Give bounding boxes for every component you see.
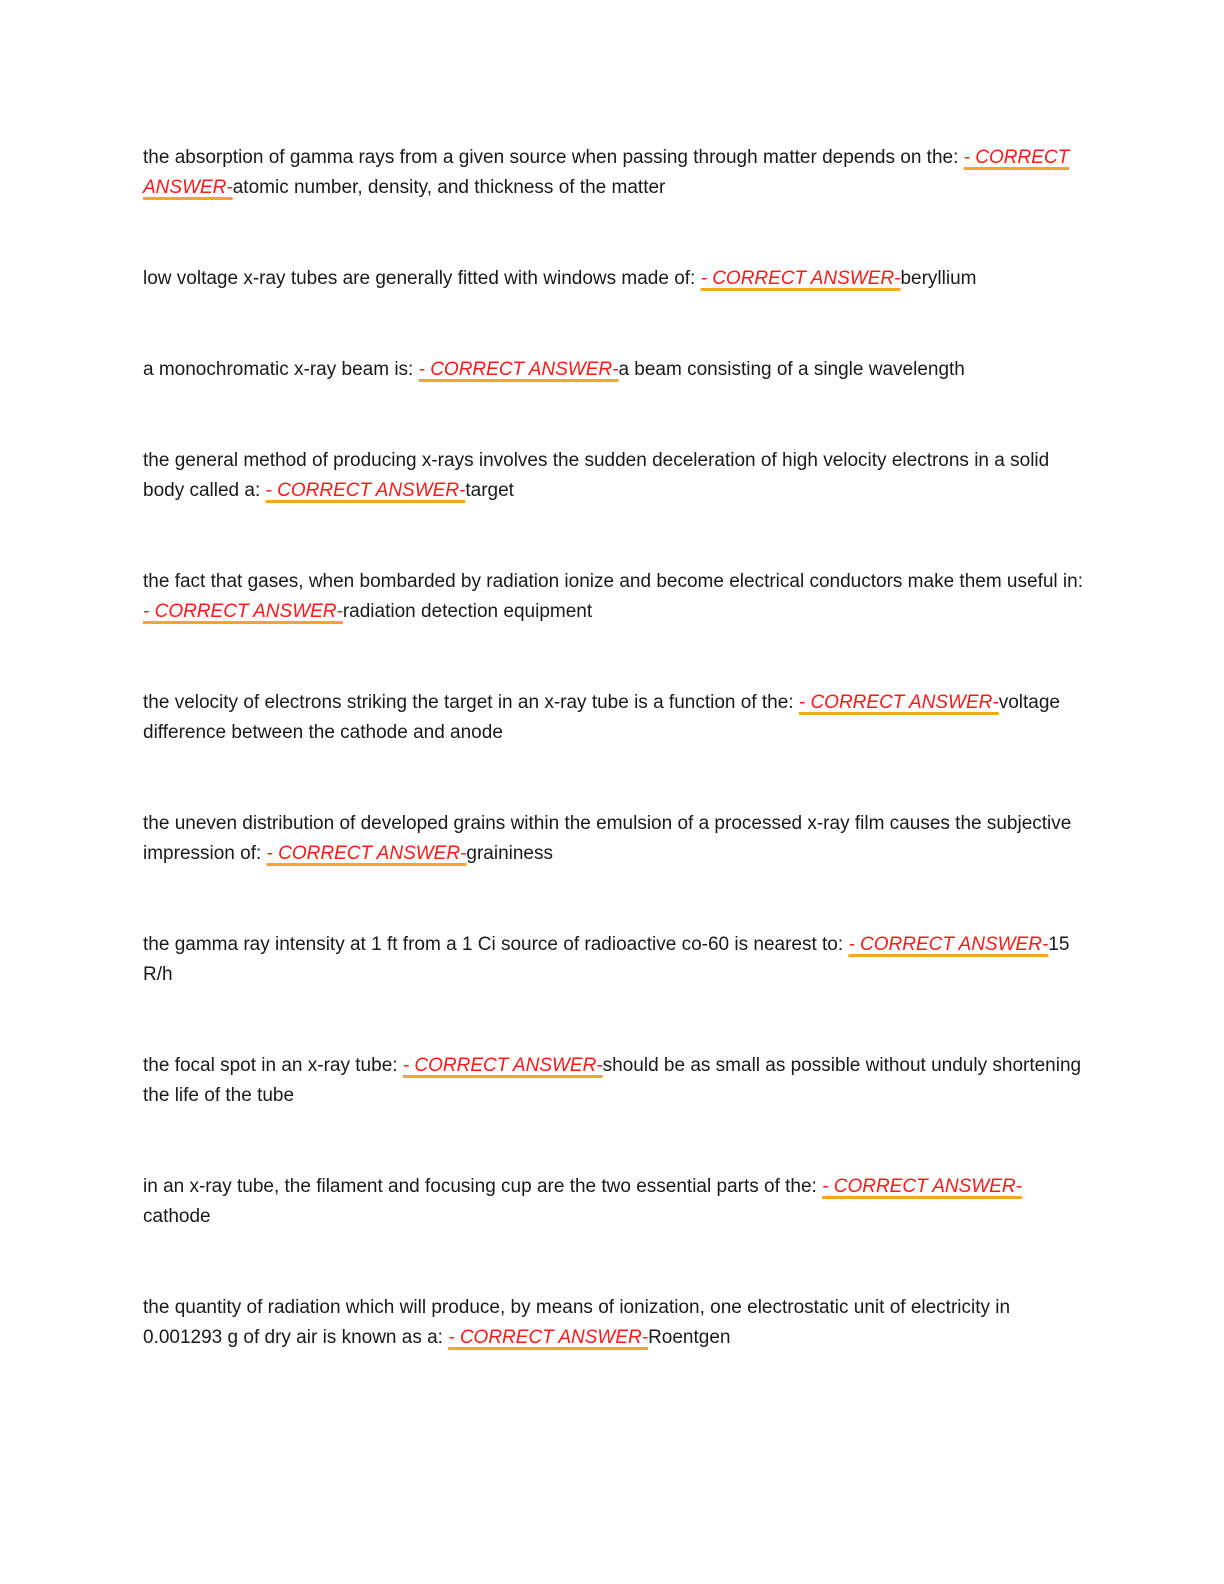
correct-answer-marker: - CORRECT ANSWER- xyxy=(143,601,343,622)
answer-text: radiation detection equipment xyxy=(342,601,593,622)
qa-item-9 xyxy=(143,1051,1083,1111)
answer-text: atomic number, density, and thickness of the matter xyxy=(232,177,666,198)
answer-text: voltage difference between the cathode and anode xyxy=(143,692,1060,743)
correct-answer-marker: - CORRECT ANSWER- xyxy=(402,1055,603,1076)
qa-list xyxy=(143,143,1083,1353)
qa-item-5 xyxy=(143,567,1083,627)
qa-item-8 xyxy=(143,930,1083,990)
qa-item-2 xyxy=(143,264,1083,294)
answer-text: target xyxy=(465,480,514,501)
correct-answer-marker: - CORRECT ANSWER- xyxy=(822,1176,1022,1197)
answer-text: a beam consisting of a single wavelength xyxy=(618,359,965,380)
question-text: the gamma ray intensity at 1 ft from a 1 Ci source of radioactive co-60 is nearest to: xyxy=(143,934,849,955)
answer-text: 15 R/h xyxy=(143,934,1070,985)
correct-answer-marker: - CORRECT ANSWER- xyxy=(798,692,999,713)
answer-text: graininess xyxy=(466,843,553,864)
qa-item-3 xyxy=(143,355,1083,385)
question-text: a monochromatic x-ray beam is: xyxy=(143,359,419,380)
question-text: the quantity of radiation which will produce, by means of ionization, one electrostatic unit of electricity in 0.001293 g of dry air is known as a: xyxy=(143,1297,1011,1348)
correct-answer-marker: - CORRECT ANSWER- xyxy=(418,359,619,380)
question-text: the general method of producing x-rays involves the sudden deceleration of high velocity electrons in a solid body called a: xyxy=(143,450,1050,501)
answer-text: Roentgen xyxy=(648,1327,731,1348)
question-text: the focal spot in an x-ray tube: xyxy=(143,1055,403,1076)
answer-text: beryllium xyxy=(900,268,977,289)
correct-answer-marker: - CORRECT ANSWER- xyxy=(143,147,1070,198)
qa-item-1 xyxy=(143,143,1083,203)
correct-answer-marker: - CORRECT ANSWER- xyxy=(266,843,467,864)
qa-item-4 xyxy=(143,446,1083,506)
qa-item-7 xyxy=(143,809,1083,869)
qa-item-10 xyxy=(143,1172,1083,1232)
question-text: the fact that gases, when bombarded by radiation ionize and become electrical conductors make them useful in: xyxy=(143,571,1083,592)
correct-answer-marker: - CORRECT ANSWER- xyxy=(448,1327,649,1348)
question-text: the absorption of gamma rays from a given source when passing through matter depends on the: xyxy=(143,147,964,168)
question-text: the uneven distribution of developed grains within the emulsion of a processed x-ray film causes the subjective impression of: xyxy=(143,813,1072,864)
question-text: in an x-ray tube, the filament and focusing cup are the two essential parts of the: xyxy=(143,1176,823,1197)
qa-item-11 xyxy=(143,1293,1083,1353)
correct-answer-marker: - CORRECT ANSWER- xyxy=(265,480,466,501)
qa-item-6 xyxy=(143,688,1083,748)
answer-text: cathode xyxy=(143,1206,211,1227)
question-text: the velocity of electrons striking the target in an x-ray tube is a function of the: xyxy=(143,692,799,713)
answer-text: should be as small as possible without unduly shortening the life of the tube xyxy=(143,1055,1082,1106)
correct-answer-marker: - CORRECT ANSWER- xyxy=(700,268,901,289)
question-text: low voltage x-ray tubes are generally fitted with windows made of: xyxy=(143,268,701,289)
correct-answer-marker: - CORRECT ANSWER- xyxy=(848,934,1049,955)
